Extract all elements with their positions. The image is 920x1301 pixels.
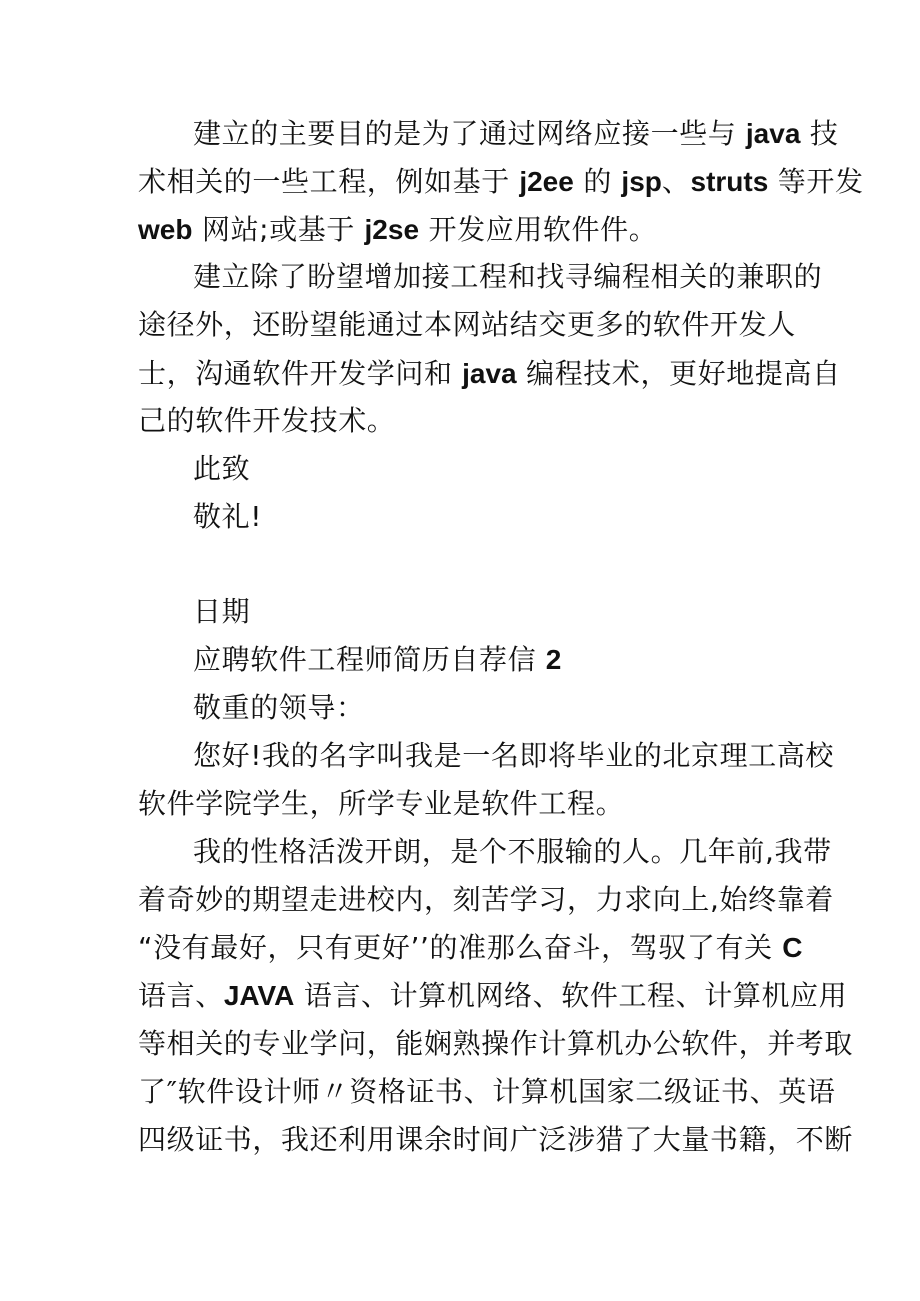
closing-ci-zhi: 此致 [193,452,251,485]
salutation: 敬重的领导： [193,691,365,724]
section-number: 2 [545,644,562,675]
keyword-struts: struts [690,166,769,197]
paragraph-4-line-4 [0,973,920,1019]
paragraph-3-line-1: 您好!我的名字叫我是一名即将毕业的北京理工高校 [193,739,835,772]
text-run: 编程技术，更好地提高自 [516,357,841,390]
text-run: 应聘软件工程师简历自荐信 [193,643,546,676]
paragraph-4-line-5: 等相关的专业学问，能娴熟操作计算机办公软件，并考取 [138,1027,854,1060]
text-run: 的 [573,165,622,198]
text-run: 语言、 [138,979,224,1012]
keyword-java: java [462,358,517,389]
text-run: 术相关的一些工程，例如基于 [138,165,520,198]
paragraph-4-line-7: 四级证书，我还利用课余时间广泛涉猎了大量书籍，不断 [138,1123,854,1156]
text-run: 开发应用软件件。 [419,213,658,246]
text-run: 网站;或基于 [192,213,365,246]
text-run: “没有最好，只有更好’’的准那么奋斗，驾驭了有关 [138,931,783,964]
keyword-j2ee: j2ee [519,166,574,197]
keyword-c: C [782,932,803,963]
paragraph-2-line-4: 己的软件开发技术。 [138,404,396,437]
keyword-java-upper: JAVA [223,980,295,1011]
paragraph-1-line-1 [0,111,920,157]
keyword-jsp: jsp [621,166,662,197]
text-run: 语言、计算机网络、软件工程、计算机应用 [294,979,848,1012]
paragraph-4-line-1: 我的性格活泼开朗，是个不服输的人。几年前,我带 [193,835,832,868]
paragraph-2-line-3 [0,351,920,397]
paragraph-4-line-3 [0,925,920,971]
paragraph-1-line-2 [0,159,920,205]
closing-jing-li: 敬礼! [193,500,263,533]
keyword-java: java [745,118,801,149]
paragraph-1-line-3 [0,207,920,253]
keyword-j2se: j2se [364,214,420,245]
paragraph-3-line-2: 软件学院学生，所学专业是软件工程。 [138,787,625,820]
text-run: 、 [661,165,691,198]
paragraph-4-line-6: 了″软件设计师〃资格证书、计算机国家二级证书、英语 [138,1075,836,1108]
text-run: 士，沟通软件开发学问和 [138,357,463,390]
date-label: 日期 [193,595,251,628]
text-run: 技 [800,117,839,150]
text-run: 建立的主要目的是为了通过网络应接一些与 [193,117,746,150]
paragraph-2-line-1: 建立除了盼望增加接工程和找寻编程相关的兼职的 [193,260,823,293]
text-run: 等开发 [768,165,864,198]
paragraph-2-line-2: 途径外，还盼望能通过本网站结交更多的软件开发人 [138,308,796,341]
keyword-web: web [138,214,193,245]
paragraph-4-line-2: 着奇妙的期望走进校内，刻苦学习，力求向上,始终靠着 [138,883,834,916]
section-title [0,637,920,683]
